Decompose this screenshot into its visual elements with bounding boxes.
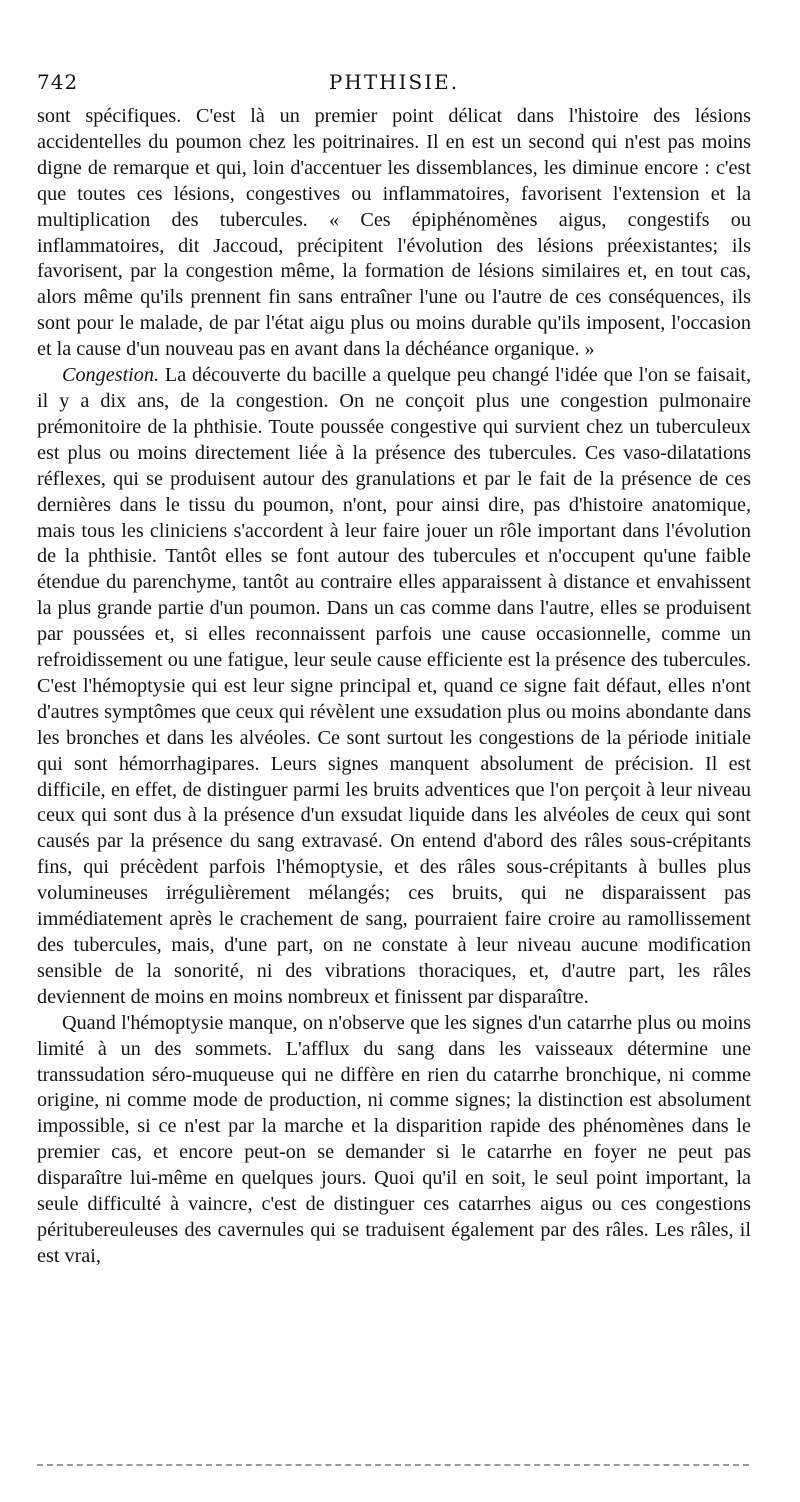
running-title: PHTHISIE. [328, 70, 460, 94]
page-header [37, 70, 751, 104]
paragraph-3 [37, 1011, 751, 1270]
footer-rule [37, 1464, 749, 1466]
section-heading-congestion: Congestion. [62, 364, 160, 387]
page-number: 742 [37, 70, 79, 94]
book-page [37, 70, 751, 1270]
body-text [37, 104, 751, 1270]
paragraph-2-text: La découverte du bacille a quelque peu changé l'idée que l'on se faisait, il y a dix ans, de la congestion. On ne conçoit plus une congestion pulmonaire prémonitoire de la phthisie. Toute poussée congestive qui survient chez un tuberculeux est plus ou moins directement liée à la présence des tubercules. Ces vaso-dilatations réflexes, qui se produisent autour des granulations et par le fait de la présence de ces dernières dans le tissu du poumon, n'ont, pour ainsi dire, pas d'histoire anatomique, mais tous les cliniciens s'accordent à leur faire jouer un rôle important dans l'évolution de la phthisie. Tantôt elles se font autour des tubercules et n'occupent qu'une faible étendue du parenchyme, tantôt au contraire elles apparaissent à distance et envahissent la plus grande partie d'un poumon. Dans un cas comme dans l'autre, elles se produisent par poussées et, si elles reconnaissent parfois une cause occasionnelle, comme un refroidissement ou une fatigue, leur seule cause efficiente est la présence des tubercules. C'est l'hémoptysie qui est leur signe principal et, quand ce signe fait défaut, elles n'ont d'autres symptômes que ceux qui révèlent une exsudation plus ou moins abondante dans les bronches et dans les alvéoles. Ce sont surtout les congestions de la période initiale qui sont hémorrhagipares. Leurs signes manquent absolument de précision. Il est difficile, en effet, de distinguer parmi les bruits adventices que l'on perçoit à leur niveau ceux qui sont dus à la présence d'un exsudat liquide dans les alvéoles de ceux qui sont causés par la présence du sang extravasé. On entend d'abord des râles sous-crépitants fins, qui précèdent parfois l'hémoptysie, et des râles sous-crépitants à bulles plus volumineuses irrégulièrement mélangés; ces bruits, qui ne disparaissent pas immédiatement après le crachement de sang, pourraient faire croire au ramollissement des tubercules, mais, d'une part, on ne constate à leur niveau aucune modification sensible de la sonorité, ni des vibrations thoraciques, et, d'autre part, les râles deviennent de moins en moins nombreux et finissent par disparaître. [37, 364, 751, 1008]
paragraph-1-text: sont spécifiques. C'est là un premier point délicat dans l'histoire des lésions accidentelles du poumon chez les poitrinaires. Il en est un second qui n'est pas moins digne de remarque et qui, loin d'accentuer les dissemblances, les diminue encore : c'est que toutes ces lésions, congestives ou inflammatoires, favorisent l'extension et la multiplication des tubercules. « Ces épiphénomènes aigus, congestifs ou inflammatoires, dit Jaccoud, précipitent l'évolution des lésions préexistantes; ils favorisent, par la congestion même, la formation de lésions similaires et, en tout cas, alors même qu'ils prennent fin sans entraîner l'une ou l'autre de ces conséquences, ils sont pour le malade, de par l'état aigu plus ou moins durable qu'ils imposent, l'occasion et la cause d'un nouveau pas en avant dans la déchéance organique. » [37, 105, 751, 361]
paragraph-1 [37, 104, 751, 363]
paragraph-3-text: Quand l'hémoptysie manque, on n'observe que les signes d'un catarrhe plus ou moins limité à un des sommets. L'afflux du sang dans les vaisseaux détermine une transsudation séro-muqueuse qui ne diffère en rien du catarrhe bronchique, ni comme origine, ni comme mode de production, ni comme signes; la distinction est absolument impossible, si ce n'est par la marche et la disparition rapide des phénomènes dans le premier cas, et encore peut-on se demander si le catarrhe en foyer ne peut pas disparaître lui-même en quelques jours. Quoi qu'il en soit, le seul point important, la seule difficulté à vaincre, c'est de distinguer ces catarrhes aigus ou ces congestions péritubereuleuses des cavernules qui se traduisent également par des râles. Les râles, il est vrai, [37, 1011, 751, 1267]
paragraph-2 [37, 363, 751, 1011]
